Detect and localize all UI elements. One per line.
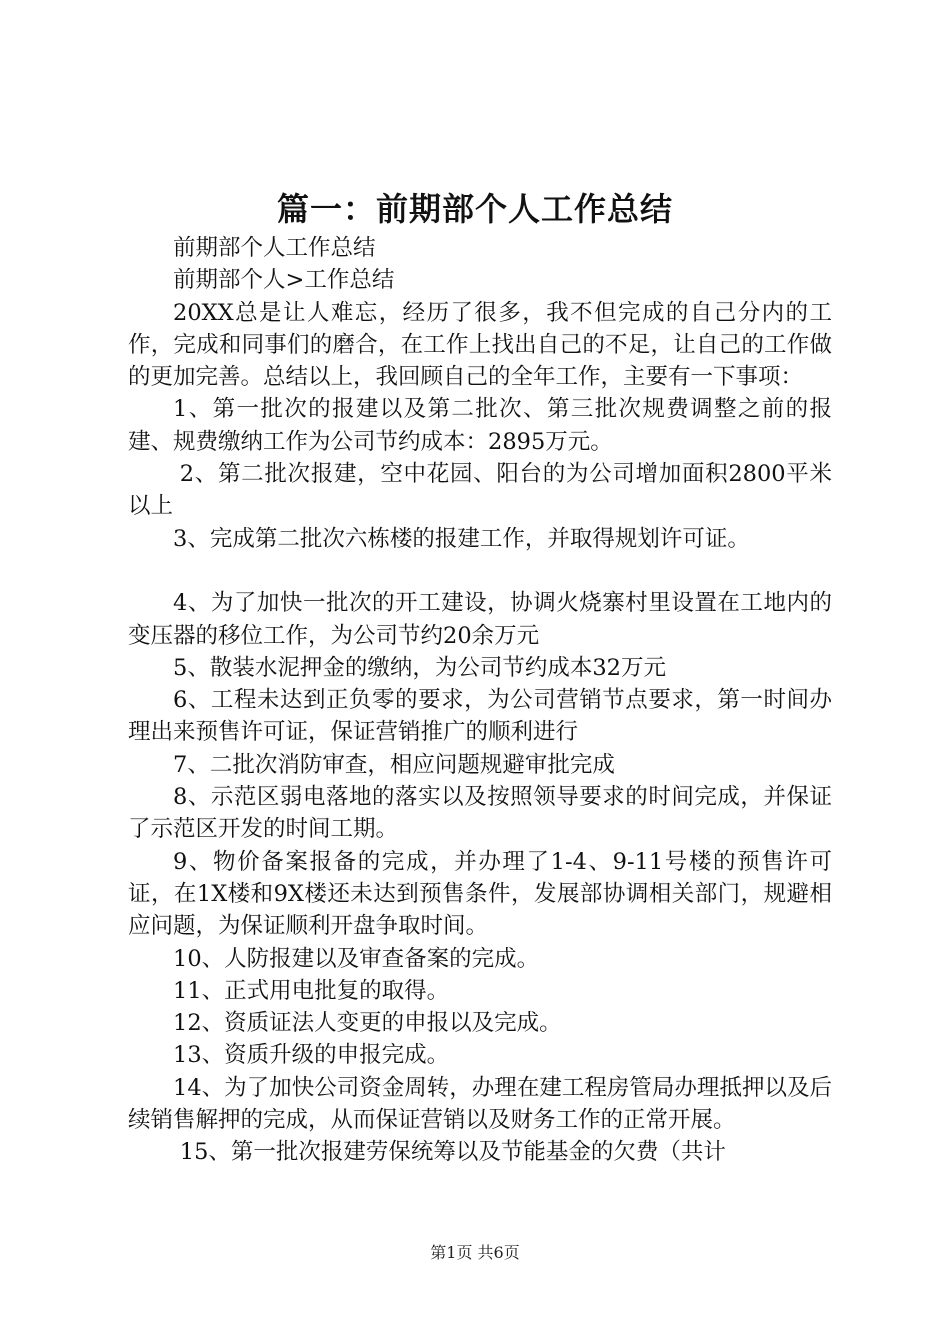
paragraph-intro: 20XX总是让人难忘，经历了很多，我不但完成的自己分内的工作，完成和同事们的磨合，在工作上找出自己的不足，让自己的工作做的更加完善。总结以上，我回顾自己的全年工作，主要有一下事项： xyxy=(128,299,832,391)
paragraph-item-10: 10、人防报建以及审查备案的完成。 xyxy=(173,945,540,972)
paragraph-subtitle: 前期部个人工作总结 xyxy=(173,235,376,261)
paragraph-item-7: 7、二批次消防审查，相应问题规避审批完成 xyxy=(173,751,615,778)
paragraph-item-5: 5、散装水泥押金的缴纳，为公司节约成本32万元 xyxy=(173,654,666,681)
paragraph-item-14: 14、为了加快公司资金周转，办理在建工程房管局办理抵押以及后续销售解押的完成，从而保证营销以及财务工作的正常开展。 xyxy=(128,1074,832,1134)
paragraph-item-1: 1、第一批次的报建以及第二批次、第三批次规费调整之前的报建、规费缴纳工作为公司节约成本：2895万元。 xyxy=(128,396,832,455)
paragraph-item-12: 12、资质证法人变更的申报以及完成。 xyxy=(173,1010,562,1037)
paragraph-item-13: 13、资质升级的申报完成。 xyxy=(173,1042,450,1069)
paragraph-item-3: 3、完成第二批次六栋楼的报建工作，并取得规划许可证。 xyxy=(173,525,750,552)
document-title: 篇一：前期部个人工作总结 xyxy=(276,190,673,228)
paragraph-item-2: 2、第二批次报建，空中花园、阳台的为公司增加面积2800平米以上 xyxy=(128,461,832,520)
paragraph-item-11: 11、正式用电批复的取得。 xyxy=(173,977,450,1004)
paragraph-item-9: 9、物价备案报备的完成，并办理了1-4、9-11号楼的预售许可证，在1X楼和9X楼还未达到预售条件，发展部协调相关部门，规避相应问题，为保证顺利开盘争取时间。 xyxy=(128,848,832,940)
paragraph-subtitle-link: 前期部个人>工作总结 xyxy=(173,267,395,294)
paragraph-item-8: 8、示范区弱电落地的落实以及按照领导要求的时间完成，并保证了示范区开发的时间工期。 xyxy=(128,784,832,843)
paragraph-item-15: 15、第一批次报建劳保统筹以及节能基金的欠费（共计 xyxy=(179,1139,726,1166)
page-footer: 第1页 共6页 xyxy=(430,1243,520,1262)
paragraph-item-4: 4、为了加快一批次的开工建设，协调火烧寨村里设置在工地内的变压器的移位工作，为公司节约20余万元 xyxy=(128,590,832,649)
paragraph-item-6: 6、工程未达到正负零的要求，为公司营销节点要求，第一时间办理出来预售许可证，保证营销推广的顺利进行 xyxy=(128,687,832,746)
document-body xyxy=(128,232,832,1169)
blank-line xyxy=(128,555,832,587)
